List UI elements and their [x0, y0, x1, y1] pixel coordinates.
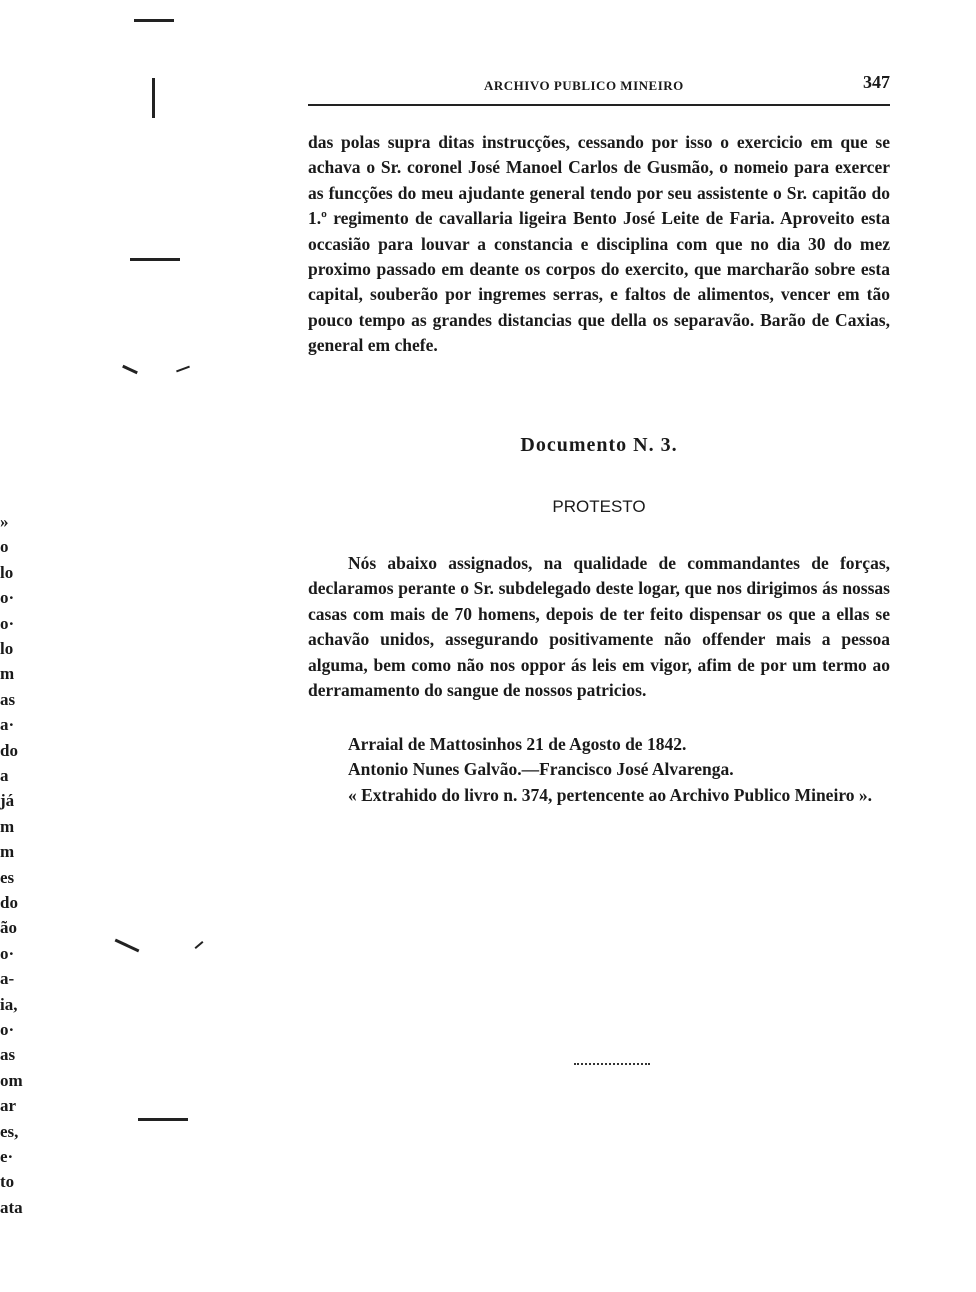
margin-fragment: »	[0, 512, 9, 531]
margin-fragment: ão	[0, 918, 17, 938]
closing-block	[308, 732, 890, 808]
margin-fragment: e·	[0, 1147, 14, 1166]
binding-mark	[122, 365, 138, 374]
place-date: Arraial de Mattosinhos 21 de Agosto de 1842.	[348, 734, 687, 754]
page-number: 347	[863, 72, 890, 92]
binding-mark	[195, 941, 204, 949]
protest-title: PROTESTO	[552, 497, 646, 516]
binding-mark	[176, 366, 190, 373]
margin-fragment: do	[0, 893, 18, 912]
header-rule	[308, 104, 890, 106]
margin-fragment: a	[0, 766, 9, 785]
binding-mark	[138, 1118, 188, 1121]
margin-fragment: ia,	[0, 994, 18, 1014]
margin-fragment: lo	[0, 562, 14, 582]
margin-fragment: o·	[0, 943, 15, 963]
paragraph-continuation: das polas supra ditas instrucções, cessando por isso o exercicio em que se achava o Sr. coronel José Manoel Carlos de Gusmão, o nomeio para exercer as funcções do meu ajudante general tendo por seu assistente o Sr. capitão do 1.º regimento de cavallaria ligeira Bento José Leite de Faria. Aproveito esta occasião para louvar a constancia e disciplina com que no dia 30 do mez proximo passado em deante os corpos do exercito, que marcharão sobre esta capital, souberão por ingremes serras, e faltos de alimentos, vencer em tão pouco tempo as grandes distancias que della os separavão. Barão de Caxias, general em chefe.	[308, 132, 890, 356]
margin-fragment: a·	[0, 715, 15, 735]
header-title: ARCHIVO PUBLICO MINEIRO	[484, 78, 684, 93]
margin-fragment: o·	[0, 588, 15, 608]
signatories: Antonio Nunes Galvão.—Francisco José Alvarenga.	[348, 759, 734, 780]
margin-fragment: to	[0, 1172, 15, 1192]
document-heading: Documento N. 3.	[520, 434, 678, 456]
protest-paragraph: Nós abaixo assignados, na qualidade de commandantes de forças, declaramos perante o Sr. subdelegado deste logar, que nos dirigimos ás nossas casas com mais de 70 homens, depois de ter feito dispensar os que a ellas se achavão unidos, assegurando positivamente não offender mais a pessoa alguma, bem como não nos oppor ás leis em vigor, afim de por um termo ao derramamento do sangue de nossos patricios.	[308, 553, 890, 701]
margin-fragment: es	[0, 867, 15, 887]
binding-mark	[152, 78, 155, 118]
binding-mark	[115, 939, 140, 953]
margin-fragment: o	[0, 537, 9, 557]
margin-fragment: as	[0, 1045, 16, 1065]
margin-fragment: o·	[0, 1020, 15, 1039]
margin-fragment: já	[0, 791, 15, 811]
binding-mark	[130, 258, 180, 261]
margin-fragment: o·	[0, 613, 15, 633]
margin-fragment: lo	[0, 639, 14, 658]
margin-fragment: es,	[0, 1121, 19, 1141]
running-header	[308, 72, 890, 102]
margin-fragment: om	[0, 1070, 23, 1090]
extract-note: « Extrahido do livro n. 374, pertencente ao Archivo Publico Mineiro ».	[348, 784, 873, 805]
margin-fragment: m	[0, 664, 15, 684]
margin-fragment: m	[0, 842, 15, 862]
margin-fragment: ar	[0, 1096, 17, 1116]
margin-fragment: as	[0, 689, 16, 709]
margin-fragment: a-	[0, 969, 15, 989]
end-ornament-rule	[574, 1063, 650, 1065]
margin-fragment: ata	[0, 1197, 23, 1217]
margin-fragment: m	[0, 816, 15, 836]
margin-fragment: do	[0, 740, 18, 760]
binding-mark	[134, 19, 174, 22]
